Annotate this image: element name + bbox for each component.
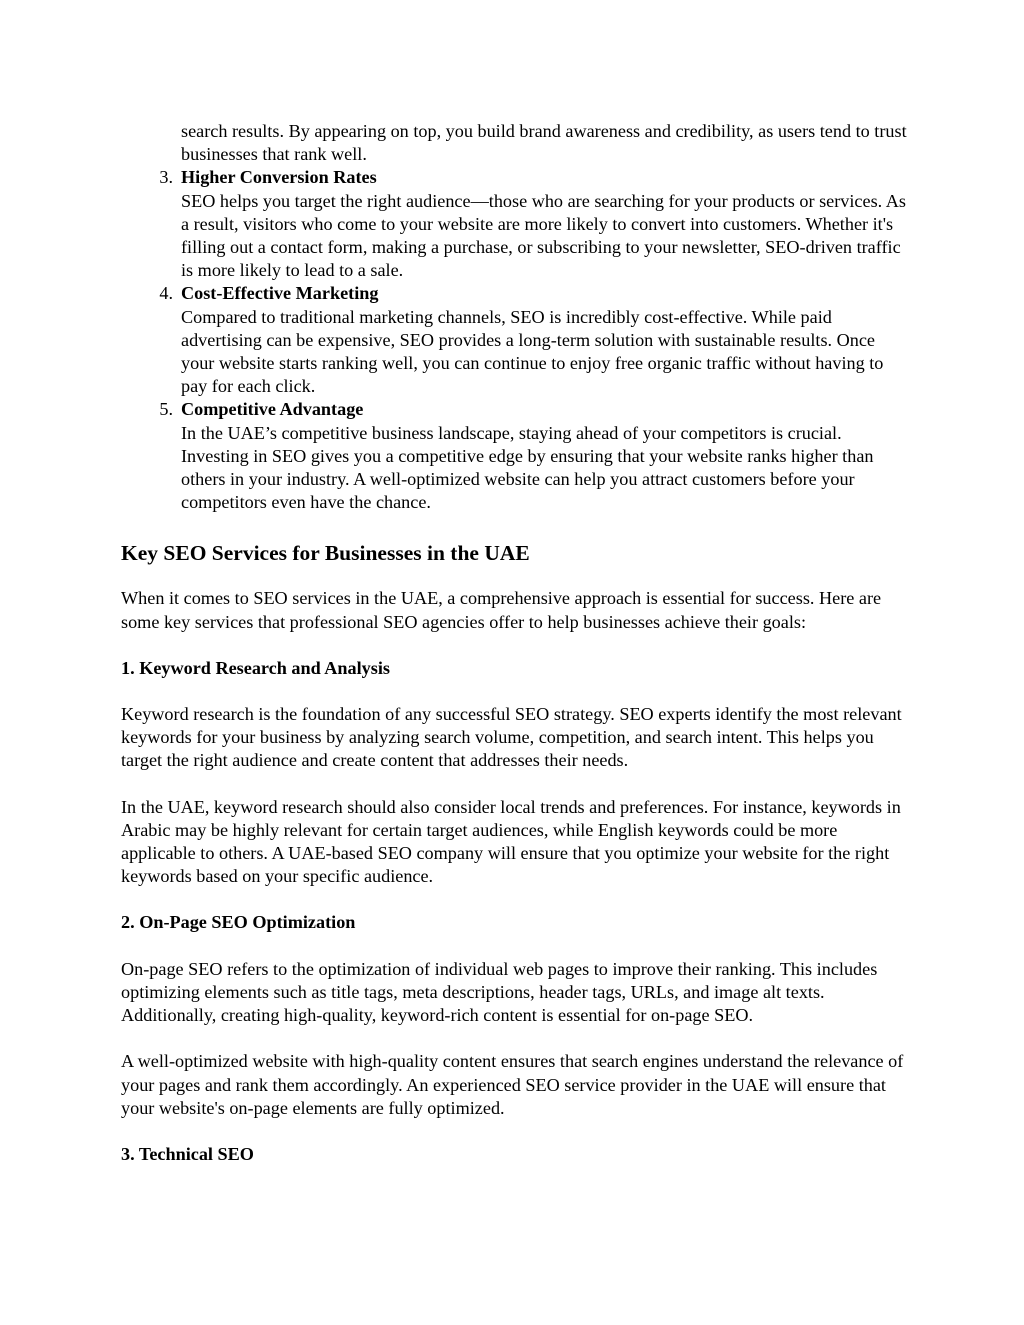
- subsection-heading: 1. Keyword Research and Analysis: [121, 657, 390, 678]
- list-item-title: Competitive Advantage: [181, 399, 364, 420]
- body-paragraph: In the UAE, keyword research should also consider local trends and preferences. For instance, keywords in Arabic may be highly relevant for certain target audiences, while English keywords could be more applicable to others. A UAE-based SEO company will ensure that you optimize your website for the right keywords based on your specific audience.: [121, 796, 901, 887]
- list-item: [121, 166, 911, 282]
- list-item-title: Higher Conversion Rates: [181, 167, 377, 188]
- document-page: [121, 120, 911, 1166]
- list-item-content: [181, 398, 911, 514]
- list-item: [121, 398, 911, 514]
- body-paragraph: On-page SEO refers to the optimization of individual web pages to improve their ranking. This includes optimizing elements such as title tags, meta descriptions, header tags, URLs, and image alt texts. Additionally, creating high-quality, keyword-rich content is essential for on-page SEO.: [121, 958, 878, 1026]
- body-paragraph: Keyword research is the foundation of any successful SEO strategy. SEO experts identify the most relevant keywords for your business by analyzing search volume, competition, and search intent. This helps you target the right audience and create content that addresses their needs.: [121, 704, 902, 771]
- list-item-number: 4.: [159, 283, 173, 304]
- list-item-body: SEO helps you target the right audience—those who are searching for your products or services. As a result, visitors who come to your website are more likely to convert into customers. Whether it's filling out a contact form, making a purchase, or subscribing to your newsletter, SEO-driven traffic is more likely to lead to a sale.: [181, 190, 906, 281]
- list-item-number: 3.: [159, 167, 173, 188]
- list-item-title: Cost-Effective Marketing: [181, 283, 379, 304]
- subsection-heading: 3. Technical SEO: [121, 1143, 254, 1164]
- list-item-content: [181, 282, 911, 398]
- list-item-number: 5.: [159, 399, 173, 420]
- subsection-heading: 2. On-Page SEO Optimization: [121, 912, 356, 933]
- section-heading: Key SEO Services for Businesses in the UAE: [121, 541, 530, 566]
- list-item: [121, 282, 911, 398]
- list-item-body: In the UAE’s competitive business landscape, staying ahead of your competitors is crucial. Investing in SEO gives you a competitive edge by ensuring that your website ranks higher than others in your industry. A well-optimized website can help you attract customers before your competitors even have the chance.: [181, 422, 874, 513]
- list-item-body: Compared to traditional marketing channels, SEO is incredibly cost-effective. While paid advertising can be expensive, SEO provides a long-term solution with sustainable results. Once your website starts ranking well, you can continue to enjoy free organic traffic without having to pay for each click.: [181, 306, 884, 397]
- section-intro-paragraph: When it comes to SEO services in the UAE, a comprehensive approach is essential for success. Here are some key services that professional SEO agencies offer to help businesses achieve their goals:: [121, 588, 882, 632]
- list-item-content: [181, 166, 911, 282]
- body-paragraph: A well-optimized website with high-quality content ensures that search engines understand the relevance of your pages and rank them accordingly. An experienced SEO service provider in the UAE will ensure that your website's on-page elements are fully optimized.: [121, 1051, 904, 1118]
- list-continuation-text: search results. By appearing on top, you build brand awareness and credibility, as users tend to trust businesses that rank well.: [181, 121, 907, 165]
